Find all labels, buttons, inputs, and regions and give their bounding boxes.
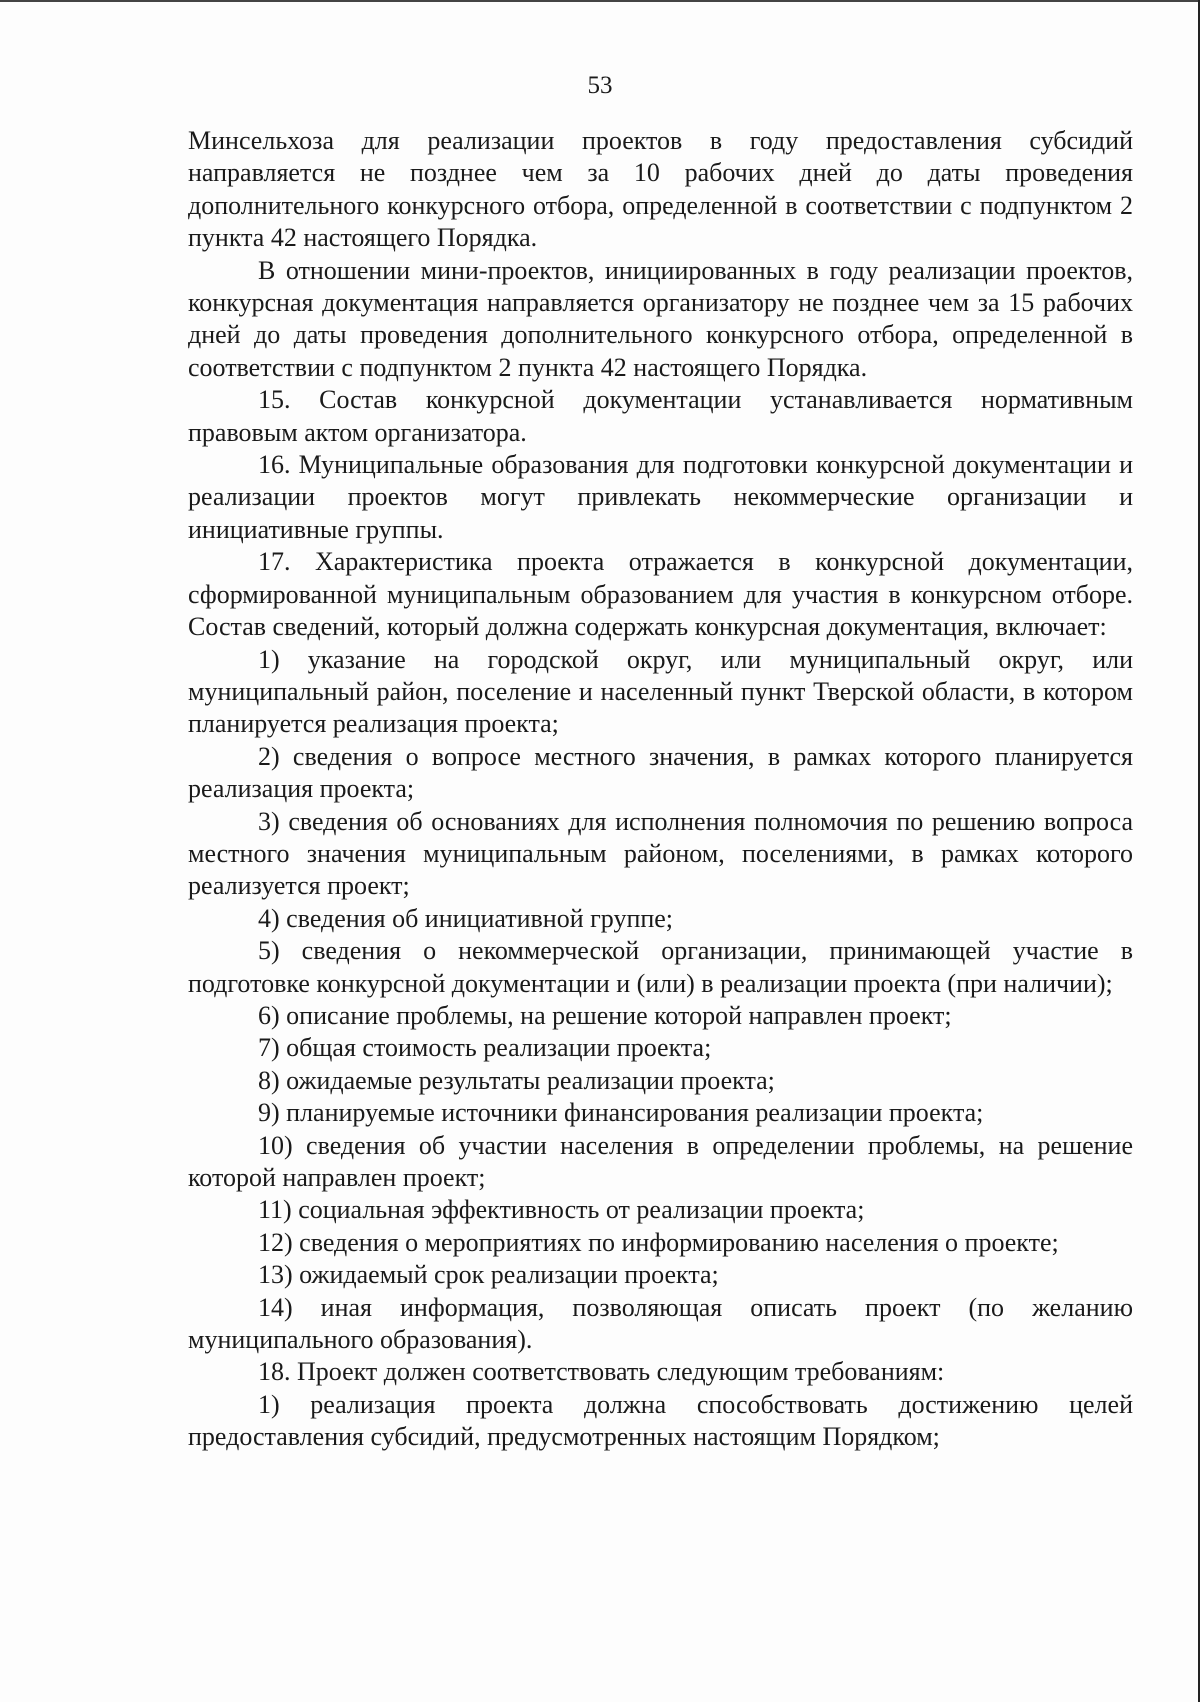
list-item: 12) сведения о мероприятиях по информированию населения о проекте; (258, 1227, 1059, 1257)
list-item: 13) ожидаемый срок реализации проекта; (258, 1260, 719, 1290)
list-item: 14) иная информация, позволяющая описать проект (по желанию муниципального образования). (188, 1292, 1133, 1355)
paragraph: 18. Проект должен соответствовать следующим требованиям: (258, 1357, 945, 1387)
list-item: 3) сведения об основаниях для исполнения полномочия по решению вопроса местного значения муниципальным районом, поселениями, в рамках которого реализуется проект; (188, 806, 1133, 901)
page-number: 53 (587, 72, 613, 99)
list-item: 5) сведения о некоммерческой организации, принимающей участие в подготовке конкурсной документации и (или) в реализации проекта (при наличии); (188, 936, 1133, 998)
list-item: 4) сведения об инициативной группе; (258, 903, 674, 933)
paragraph: В отношении мини-проектов, инициированных в году реализации проектов, конкурсная документация направляется организатору не позднее чем за 15 рабочих дней до даты проведения дополнительного конкурсного отбора, определенной в соответствии с подпунктом 2 пункта 42 настоящего Порядка. (188, 255, 1133, 382)
list-item: 11) социальная эффективность от реализации проекта; (258, 1195, 865, 1225)
list-item: 7) общая стоимость реализации проекта; (258, 1033, 712, 1063)
scan-edge-top (0, 0, 1200, 2)
paragraph: 17. Характеристика проекта отражается в конкурсной документации, сформированной муниципальным образованием для участия в конкурсном отборе. Состав сведений, который должна содержать конкурсная документация, включает: (188, 547, 1133, 642)
list-item: 6) описание проблемы, на решение которой направлен проект; (258, 1000, 952, 1030)
list-item: 1) реализация проекта должна способствовать достижению целей предоставления субсидий, предусмотренных настоящим Порядком; (188, 1389, 1133, 1452)
list-item: 10) сведения об участии населения в определении проблемы, на решение которой направлен проект; (188, 1130, 1133, 1192)
list-item: 8) ожидаемые результаты реализации проекта; (258, 1065, 775, 1095)
document-body (188, 125, 1133, 1454)
list-item: 2) сведения о вопросе местного значения, в рамках которого планируется реализация проекта; (188, 741, 1133, 804)
list-item: 1) указание на городской округ, или муниципальный округ, или муниципальный район, поселение и населенный пункт Тверской области, в котором планируется реализация проекта; (188, 644, 1133, 739)
paragraph: 16. Муниципальные образования для подготовки конкурсной документации и реализации проектов могут привлекать некоммерческие организации и инициативные группы. (188, 450, 1133, 544)
list-item: 9) планируемые источники финансирования реализации проекта; (258, 1098, 984, 1128)
paragraph: 15. Состав конкурсной документации устанавливается нормативным правовым актом организатора. (188, 385, 1133, 447)
paragraph: Минсельхоза для реализации проектов в году предоставления субсидий направляется не позднее чем за 10 рабочих дней до даты проведения дополнительного конкурсного отбора, определенной в соответствии с подпунктом 2 пункта 42 настоящего Порядка. (188, 126, 1133, 253)
